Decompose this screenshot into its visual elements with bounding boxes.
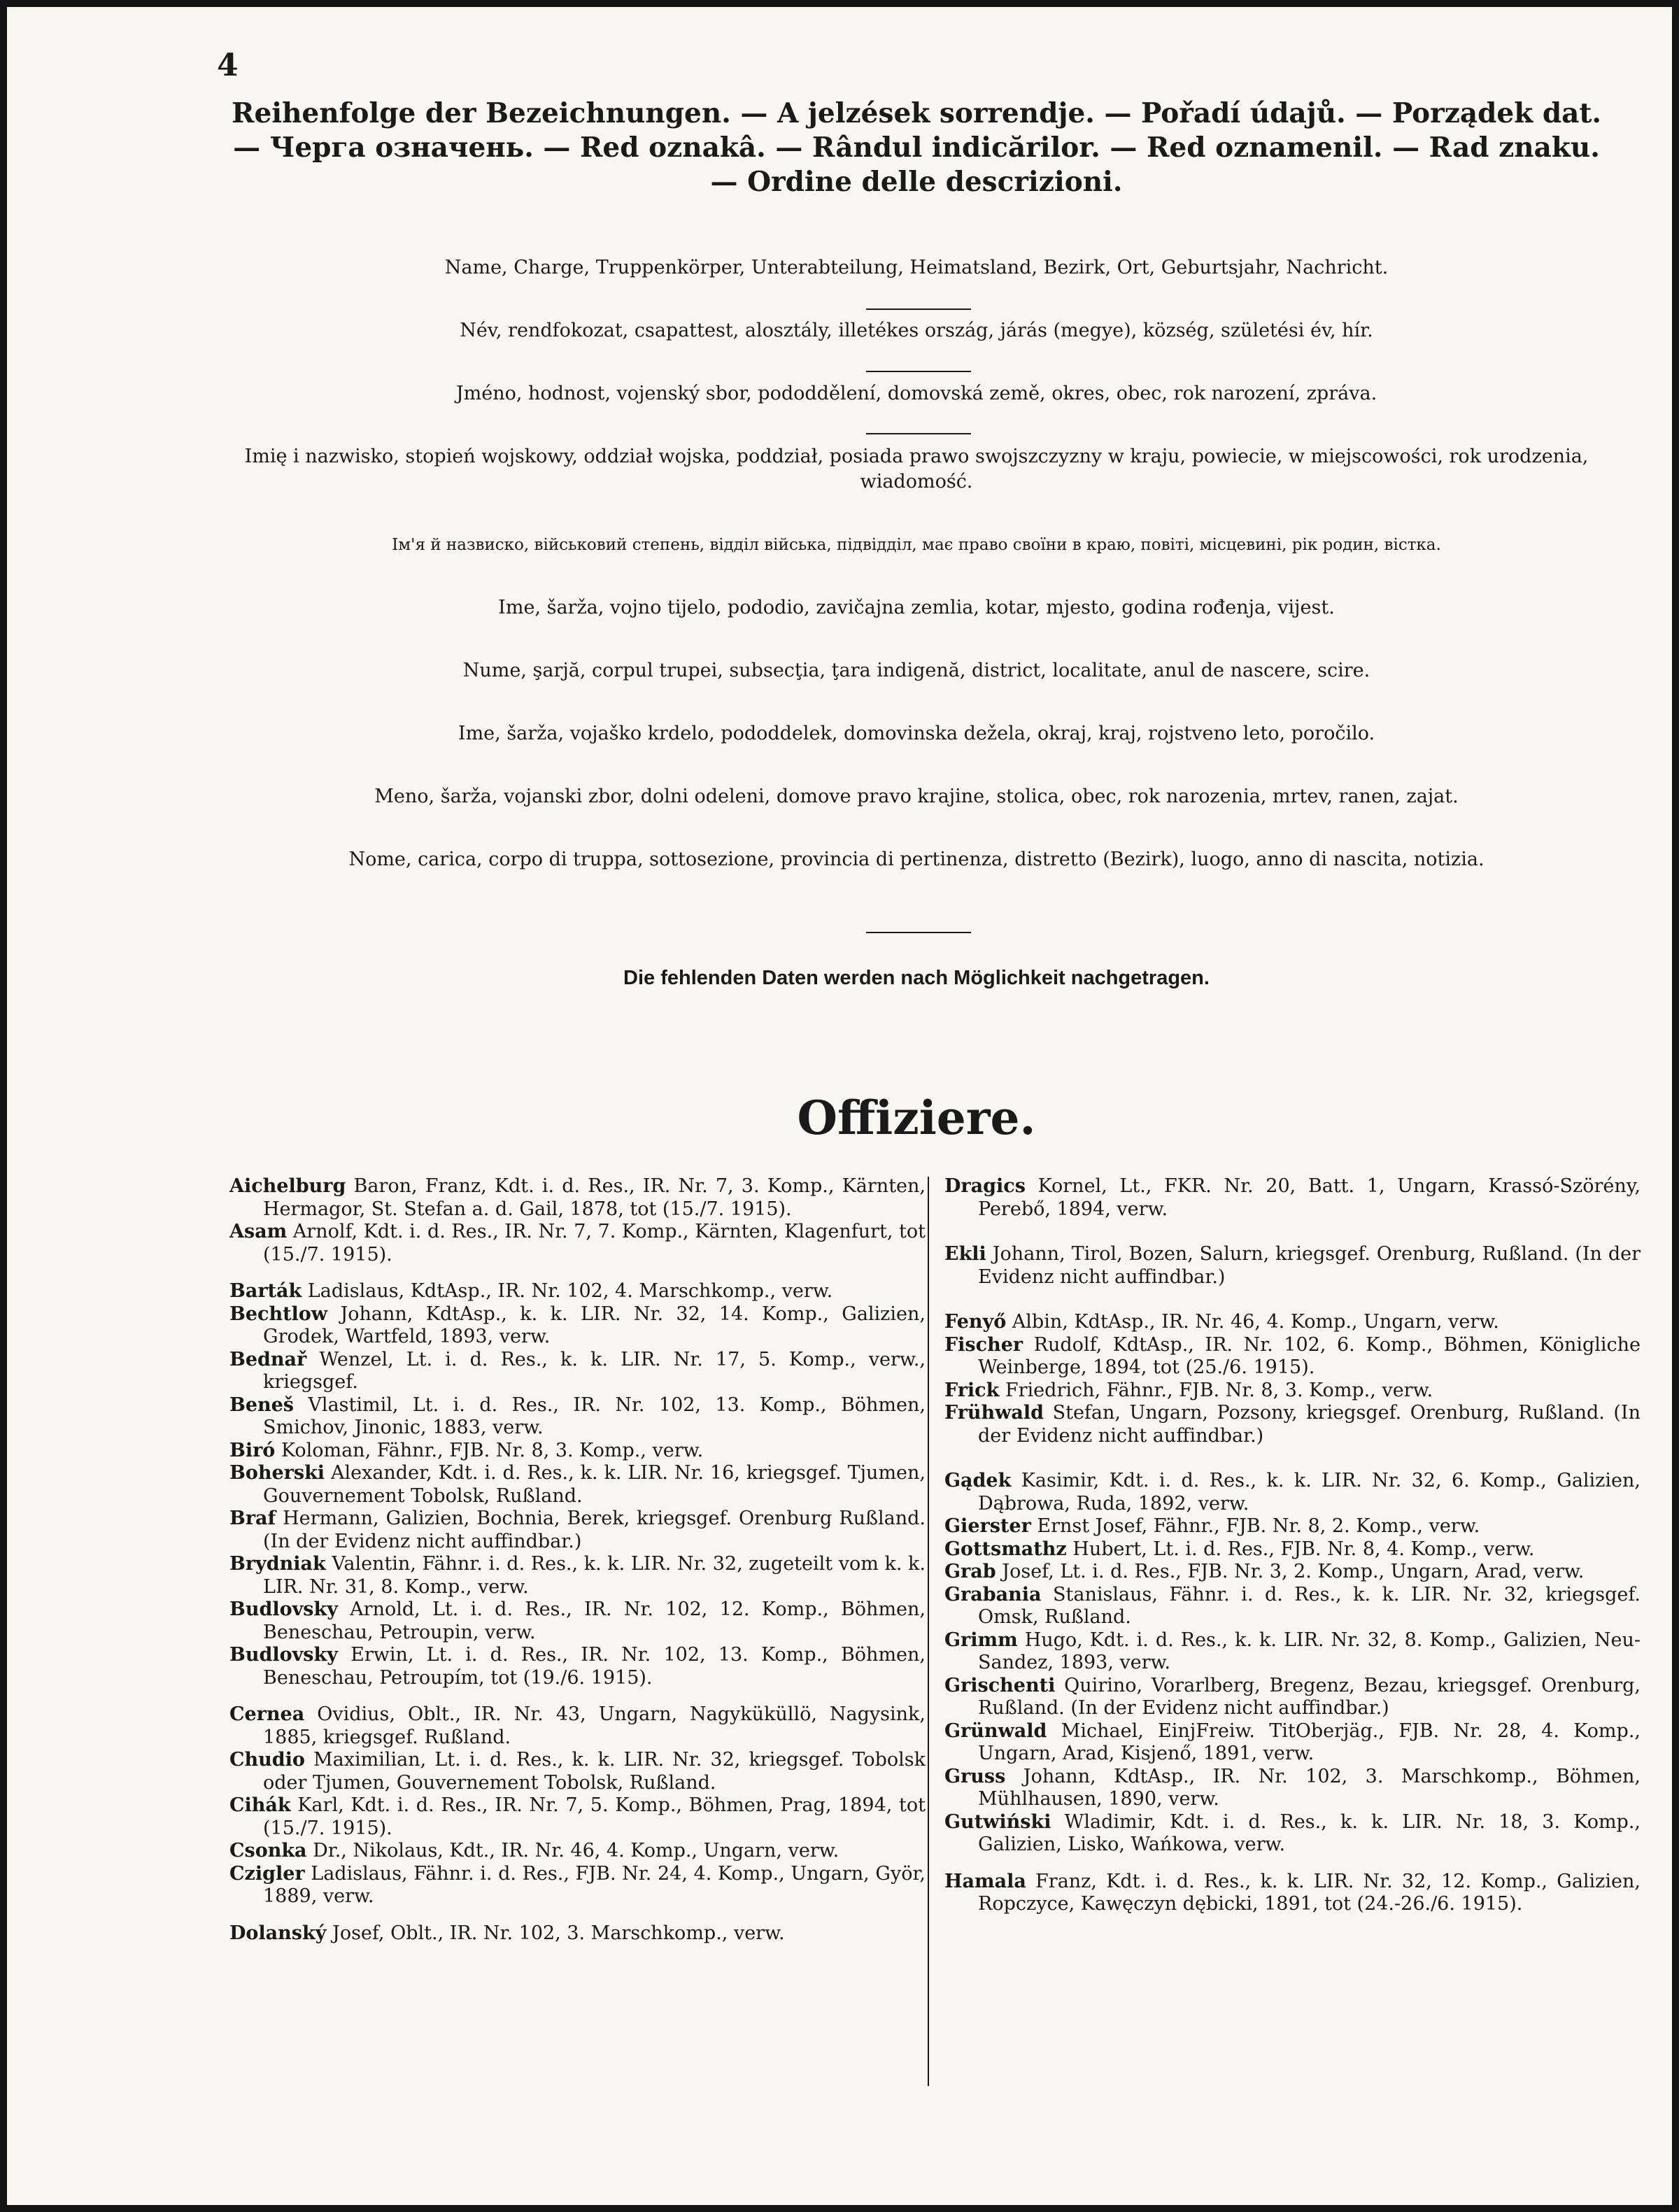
officer-details: Wladimir, Kdt. i. d. Res., k. k. LIR. Nr. 18, 3. Komp., Galizien, Lisko, Wańkowa, verw. <box>978 1810 1641 1855</box>
officer-name: Csonka <box>229 1840 307 1862</box>
officer-name: Braf <box>229 1508 276 1529</box>
list-item <box>944 1243 1641 1289</box>
list-item <box>944 1470 1641 1515</box>
list-item <box>229 1303 926 1349</box>
officer-details: Ladislaus, KdtAsp., IR. Nr. 102, 4. Marschkomp., verw. <box>302 1280 833 1302</box>
list-item <box>944 1871 1641 1916</box>
officer-details: Koloman, Fähnr., FJB. Nr. 8, 3. Komp., verw. <box>275 1439 704 1461</box>
officer-name: Grischenti <box>944 1674 1056 1696</box>
officer-name: Brydniak <box>229 1553 326 1575</box>
officer-name: Czigler <box>229 1862 305 1885</box>
page-number: 4 <box>217 48 239 83</box>
officer-name: Dolanský <box>229 1922 327 1944</box>
sequence-line-czech: Jméno, hodnost, vojenský sbor, pododdělení, domovská země, okres, obec, rok narození, zpráva. <box>455 383 1377 404</box>
officer-details: Alexander, Kdt. i. d. Res., k. k. LIR. Nr. 16, kriegsgef. Tjumen, Gouvernement Tobolsk, Rußland. <box>263 1462 926 1507</box>
list-item <box>229 1462 926 1508</box>
list-item <box>944 1334 1641 1380</box>
officer-name: Biró <box>229 1439 276 1461</box>
officer-name: Hamala <box>944 1870 1026 1892</box>
list-item <box>944 1766 1641 1811</box>
sequence-line-german: Name, Charge, Truppenkörper, Unterabteilung, Heimatsland, Bezirk, Ort, Geburtsjahr, Nachricht. <box>444 257 1389 278</box>
missing-data-notice: Die fehlenden Daten werden nach Möglichkeit nachgetragen. <box>623 967 1210 989</box>
list-item <box>944 1538 1641 1561</box>
sequence-line-slovak: Meno, šarža, vojanski zbor, dolni odeleni, domove pravo krajine, stolica, obec, rok narozenia, mrtev, ranen, zajat. <box>374 786 1459 807</box>
list-item <box>229 1553 926 1598</box>
officer-name: Grab <box>944 1561 996 1582</box>
officer-name: Gutwiński <box>944 1810 1051 1833</box>
officer-details: Ernst Josef, Fähnr., FJB. Nr. 8, 2. Komp., verw. <box>1030 1515 1480 1537</box>
officer-details: Kornel, Lt., FKR. Nr. 20, Batt. 1, Ungarn, Krassó-Szörény, Perebő, 1894, verw. <box>978 1175 1641 1220</box>
officer-details: Kasimir, Kdt. i. d. Res., k. k. LIR. Nr. 32, 6. Komp., Galizien, Dąbrowa, Ruda, 1892, verw. <box>978 1470 1641 1515</box>
officer-name: Budlovsky <box>229 1644 338 1666</box>
officer-details: Albin, KdtAsp., IR. Nr. 46, 4. Komp., Ungarn, verw. <box>1006 1311 1499 1333</box>
list-item <box>229 1221 926 1266</box>
list-item <box>229 1922 926 1945</box>
officer-name: Chudio <box>229 1749 305 1771</box>
list-item <box>944 1584 1641 1629</box>
list-item <box>944 1629 1641 1675</box>
officer-name: Cihák <box>229 1794 291 1816</box>
officer-details: Josef, Oblt., IR. Nr. 102, 3. Marschkomp., verw. <box>326 1922 785 1944</box>
officer-details: Franz, Kdt. i. d. Res., k. k. LIR. Nr. 32, 12. Komp., Galizien, Ropczyce, Kawęczyn dębicki, 1891, tot (24.-26./6. 1915). <box>978 1870 1641 1915</box>
officer-details: Quirino, Vorarlberg, Bregenz, Bezau, kriegsgef. Orenburg, Rußland. (In der Evidenz nicht auffindbar.) <box>978 1674 1641 1719</box>
officer-details: Erwin, Lt. i. d. Res., IR. Nr. 102, 13. Komp., Böhmen, Beneschau, Petroupím, tot (19./6. 1915). <box>263 1644 926 1689</box>
list-item <box>229 1840 926 1863</box>
list-item <box>944 1175 1641 1221</box>
list-item <box>229 1598 926 1644</box>
list-item <box>229 1394 926 1440</box>
officer-details: Ladislaus, Fähnr. i. d. Res., FJB. Nr. 24, 4. Komp., Ungarn, Györ, 1889, verw. <box>263 1862 926 1907</box>
officer-name: Fischer <box>944 1333 1023 1356</box>
officer-name: Gottsmathz <box>944 1538 1067 1560</box>
officer-details: Josef, Lt. i. d. Res., FJB. Nr. 3, 2. Komp., Ungarn, Arad, verw. <box>996 1561 1585 1582</box>
officer-name: Grünwald <box>944 1720 1047 1742</box>
sequence-line-polish: Imię i nazwisko, stopień wojskowy, oddział wojska, poddział, posiada prawo swojszczyzny w kraju, powiecie, w miejscowości, rok urodzenia, wiadomość. <box>244 446 1589 492</box>
list-item <box>229 1175 926 1221</box>
officer-details: Michael, EinjFreiw. TitOberjäg., FJB. Nr. 28, 4. Komp., Ungarn, Arad, Kisjenő, 1891, verw. <box>978 1720 1641 1764</box>
officer-details: Wenzel, Lt. i. d. Res., k. k. LIR. Nr. 17, 5. Komp., verw., kriegsgef. <box>263 1348 926 1393</box>
officer-name: Gruss <box>944 1765 1006 1787</box>
officer-list-left <box>229 1175 926 1945</box>
officer-details: Arnolf, Kdt. i. d. Res., IR. Nr. 7, 7. Komp., Kärnten, Klagenfurt, tot (15./7. 1915). <box>263 1221 926 1265</box>
officer-name: Aichelburg <box>229 1175 346 1197</box>
officer-details: Karl, Kdt. i. d. Res., IR. Nr. 7, 5. Komp., Böhmen, Prag, 1894, tot (15./7. 1915). <box>263 1794 926 1839</box>
officer-details: Hermann, Galizien, Bochnia, Berek, kriegsgef. Orenburg Rußland. (In der Evidenz nicht auffindbar.) <box>263 1508 926 1552</box>
sequence-line-hungarian: Név, rendfokozat, csapattest, alosztály, illetékes ország, járás (megye), község, születési év, hír. <box>460 320 1373 341</box>
officer-name: Grabania <box>944 1583 1042 1605</box>
officer-details: Hugo, Kdt. i. d. Res., k. k. LIR. Nr. 32, 8. Komp., Galizien, Neu-Sandez, 1893, verw. <box>978 1629 1641 1673</box>
officer-name: Ekli <box>944 1243 986 1265</box>
divider <box>866 932 971 933</box>
officer-details: Stanislaus, Fähnr. i. d. Res., k. k. LIR. Nr. 32, kriegsgef. Omsk, Rußland. <box>978 1583 1641 1628</box>
officer-details: Johann, KdtAsp., k. k. LIR. Nr. 32, 14. Komp., Galizien, Grodek, Wartfeld, 1893, verw. <box>263 1303 926 1347</box>
list-item <box>944 1402 1641 1447</box>
sequence-line-ukrainian: Ім'я й назвиско, військовий степень, відділ війська, підвідділ, має право своїни в краю, повіті, місцевині, рік родин, вістка. <box>392 536 1441 554</box>
list-item <box>229 1508 926 1553</box>
officer-details: Vlastimil, Lt. i. d. Res., IR. Nr. 102, 13. Komp., Böhmen, Smichov, Jinonic, 1883, verw. <box>263 1394 926 1438</box>
order-title: Reihenfolge der Bezeichnungen. — A jelzések sorrendje. — Pořadí údajů. — Porządek dat. — Черга означень. — Red oznakâ. — Rândul indicărilor. — Red oznamenil. — Rad znaku. — Ordine delle descrizioni. <box>232 97 1601 198</box>
sequence-line-romanian: Nume, şarjă, corpul trupei, subsecţia, ţara indigenă, district, localitate, anul de nascere, scire. <box>462 660 1370 681</box>
list-item <box>944 1811 1641 1857</box>
officer-details: Ovidius, Oblt., IR. Nr. 43, Ungarn, Nagyküküllö, Nagysink, 1885, kriegsgef. Rußland. <box>263 1703 926 1748</box>
officer-details: Friedrich, Fähnr., FJB. Nr. 8, 3. Komp., verw. <box>999 1379 1433 1401</box>
officer-details: Johann, KdtAsp., IR. Nr. 102, 3. Marschkomp., Böhmen, Mühlhausen, 1890, verw. <box>978 1765 1641 1810</box>
officer-name: Boherski <box>229 1462 325 1484</box>
list-item <box>229 1280 926 1303</box>
officer-details: Rudolf, KdtAsp., IR. Nr. 102, 6. Komp., Böhmen, Königliche Weinberge, 1894, tot (25./6. 1915). <box>978 1333 1641 1378</box>
section-title: Offiziere. <box>797 1091 1036 1145</box>
divider <box>866 371 971 372</box>
sequence-line-slovene: Ime, šarža, vojaško krdelo, pododdelek, domovinska dežela, okraj, kraj, rojstveno leto, poročilo. <box>458 723 1375 744</box>
officer-details: Hubert, Lt. i. d. Res., FJB. Nr. 8, 4. Komp., verw. <box>1066 1538 1535 1560</box>
list-item <box>229 1440 926 1463</box>
sequence-line-croatian: Ime, šarža, vojno tijelo, pododio, zavičajna zemlia, kotar, mjesto, godina rođenja, vijest. <box>498 597 1335 618</box>
list-item <box>229 1794 926 1840</box>
officer-name: Budlovsky <box>229 1598 338 1620</box>
sequence-line-italian: Nome, carica, corpo di truppa, sottosezione, provincia di pertinenza, distretto (Bezirk), luogo, anno di nascita, notizia. <box>348 849 1485 870</box>
officer-details: Stefan, Ungarn, Pozsony, kriegsgef. Orenburg, Rußland. (In der Evidenz nicht auffindbar.) <box>978 1402 1641 1447</box>
officer-name: Frick <box>944 1379 1000 1401</box>
list-item <box>229 1703 926 1749</box>
list-item <box>944 1720 1641 1766</box>
list-item <box>944 1561 1641 1584</box>
officer-name: Grimm <box>944 1629 1018 1651</box>
list-item <box>229 1863 926 1908</box>
list-item <box>229 1749 926 1794</box>
divider <box>866 309 971 310</box>
divider <box>866 433 971 434</box>
list-item <box>944 1311 1641 1334</box>
officer-name: Barták <box>229 1280 302 1302</box>
officer-name: Bechtlow <box>229 1303 328 1325</box>
column-divider <box>928 1177 929 2086</box>
officer-name: Dragics <box>944 1175 1026 1197</box>
list-item <box>944 1380 1641 1403</box>
officer-name: Bednař <box>229 1348 307 1370</box>
list-item <box>944 1515 1641 1538</box>
officer-name: Asam <box>229 1221 288 1242</box>
officer-name: Frühwald <box>944 1402 1044 1424</box>
officer-list-right <box>944 1175 1641 1916</box>
officer-details: Baron, Franz, Kdt. i. d. Res., IR. Nr. 7, 3. Komp., Kärnten, Hermagor, St. Stefan a. d. Gail, 1878, tot (15./7. 1915). <box>263 1175 926 1220</box>
designation-sequence <box>231 255 1602 910</box>
officer-details: Valentin, Fähnr. i. d. Res., k. k. LIR. Nr. 32, zugeteilt vom k. k. LIR. Nr. 31, 8. Komp., verw. <box>263 1553 926 1598</box>
officer-details: Dr., Nikolaus, Kdt., IR. Nr. 46, 4. Komp., Ungarn, verw. <box>306 1840 840 1862</box>
list-item <box>229 1349 926 1394</box>
officer-name: Gądek <box>944 1470 1012 1491</box>
officer-details: Johann, Tirol, Bozen, Salurn, kriegsgef. Orenburg, Rußland. (In der Evidenz nicht auffindbar.) <box>978 1243 1641 1288</box>
officer-name: Gierster <box>944 1515 1031 1537</box>
officer-name: Beneš <box>229 1394 295 1416</box>
officer-details: Arnold, Lt. i. d. Res., IR. Nr. 102, 12. Komp., Böhmen, Beneschau, Petroupin, verw. <box>263 1598 926 1643</box>
list-item <box>944 1675 1641 1720</box>
list-item <box>229 1644 926 1689</box>
officer-name: Fenyő <box>944 1311 1007 1333</box>
officer-name: Cernea <box>229 1703 305 1725</box>
officer-details: Maximilian, Lt. i. d. Res., k. k. LIR. Nr. 32, kriegsgef. Tobolsk oder Tjumen, Gouvernement Tobolsk, Rußland. <box>263 1749 926 1794</box>
